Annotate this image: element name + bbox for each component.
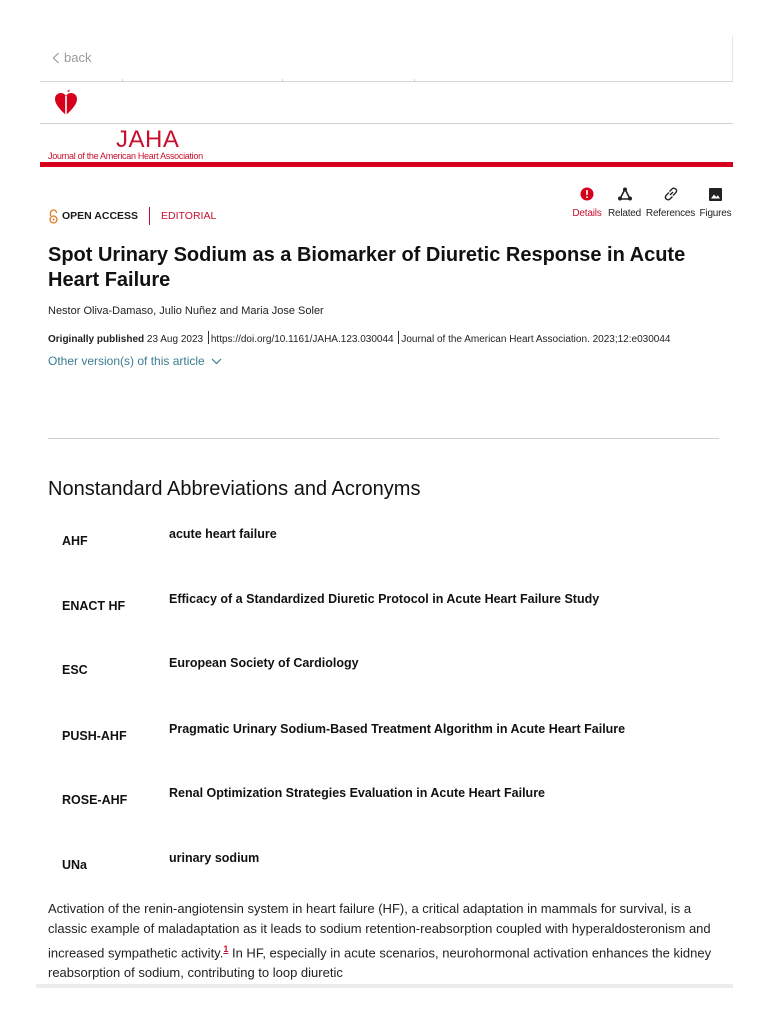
published-label: Originally published [48, 334, 145, 345]
body-text-part: In HF, especially in acute scenarios, neurohormonal activation enhances the kidney reabsorption of sodium, contributing to loop diuretic [48, 945, 712, 981]
abbreviations-heading: Nonstandard Abbreviations and Acronyms [48, 478, 421, 500]
article-type: EDITORIAL [161, 210, 217, 222]
section-divider [48, 438, 719, 439]
abbr-definition: Efficacy of a Standardized Diuretic Protocol in Acute Heart Failure Study [169, 592, 600, 606]
open-lock-icon [48, 209, 59, 224]
pub-separator [398, 331, 399, 344]
journal-full-name: Journal of the American Heart Association [48, 151, 203, 161]
link-icon [663, 186, 679, 202]
tab-related-label: Related [607, 208, 642, 219]
network-icon [617, 187, 633, 201]
abbr-definition: European Society of Cardiology [169, 656, 359, 670]
doi-link[interactable]: https://doi.org/10.1161/JAHA.123.030044 [210, 334, 394, 345]
image-icon [709, 188, 722, 201]
back-button[interactable] [52, 50, 91, 65]
citation-text: Journal of the American Heart Association. 2023;12:e030044 [401, 334, 671, 345]
tab-related[interactable] [606, 184, 643, 219]
abbr-term: ESC [62, 663, 88, 677]
published-date: 23 Aug 2023 [146, 334, 204, 345]
meta-separator [149, 207, 150, 225]
tab-details[interactable] [568, 184, 606, 219]
info-icon [580, 187, 594, 201]
abbr-term: PUSH-AHF [62, 729, 127, 743]
article-title: Spot Urinary Sodium as a Biomarker of Diuretic Response in Acute Heart Failure [48, 244, 686, 291]
logo-row [40, 83, 733, 124]
abbr-term: ENACT HF [62, 599, 126, 613]
article-meta [48, 206, 216, 226]
body-text-part: Activation of the renin-angiotensin system in heart failure (HF), a critical adaptation in mammals for survival, is a classic example of maladaptation as it leads to sodium retention-reabsorption coupled with hyperaldosteronism and increased sympathetic activity. [48, 901, 711, 961]
top-nav [40, 36, 733, 82]
nav-divider [40, 81, 733, 82]
article-tools [568, 184, 733, 219]
journal-abbrev: JAHA [116, 126, 180, 153]
abbr-definition: urinary sodium [169, 851, 260, 865]
bottom-fade [36, 984, 733, 988]
journal-logo[interactable] [48, 124, 288, 164]
tab-figures[interactable] [698, 184, 733, 219]
abbr-term: UNa [62, 858, 88, 872]
abbr-term: ROSE-AHF [62, 793, 128, 807]
pub-separator [208, 331, 209, 344]
brand-bar [40, 162, 733, 167]
abbr-term: AHF [62, 534, 88, 548]
abbr-definition: Pragmatic Urinary Sodium-Based Treatment Algorithm in Acute Heart Failure [169, 722, 626, 736]
other-versions-label: Other version(s) of this article [48, 354, 205, 368]
tab-references-label: References [645, 208, 696, 219]
back-label: back [64, 50, 92, 65]
open-access-badge [48, 209, 138, 224]
article-authors[interactable]: Nestor Oliva-Damaso, Julio Nuñez and Maria Jose Soler [48, 305, 324, 317]
other-versions-toggle[interactable] [48, 354, 222, 368]
open-access-label: OPEN ACCESS [62, 210, 139, 222]
aha-heart-logo-icon[interactable] [54, 89, 78, 117]
reference-link[interactable]: 1 [223, 944, 229, 954]
publication-info [48, 331, 670, 345]
chevron-left-icon [52, 52, 60, 64]
tab-figures-label: Figures [699, 208, 732, 219]
chevron-down-icon [211, 358, 222, 365]
body-paragraph [48, 899, 728, 983]
tab-details-label: Details [572, 208, 602, 219]
tab-references[interactable] [643, 184, 698, 219]
abbr-definition: acute heart failure [169, 527, 277, 541]
abbr-definition: Renal Optimization Strategies Evaluation in Acute Heart Failure [169, 786, 546, 800]
